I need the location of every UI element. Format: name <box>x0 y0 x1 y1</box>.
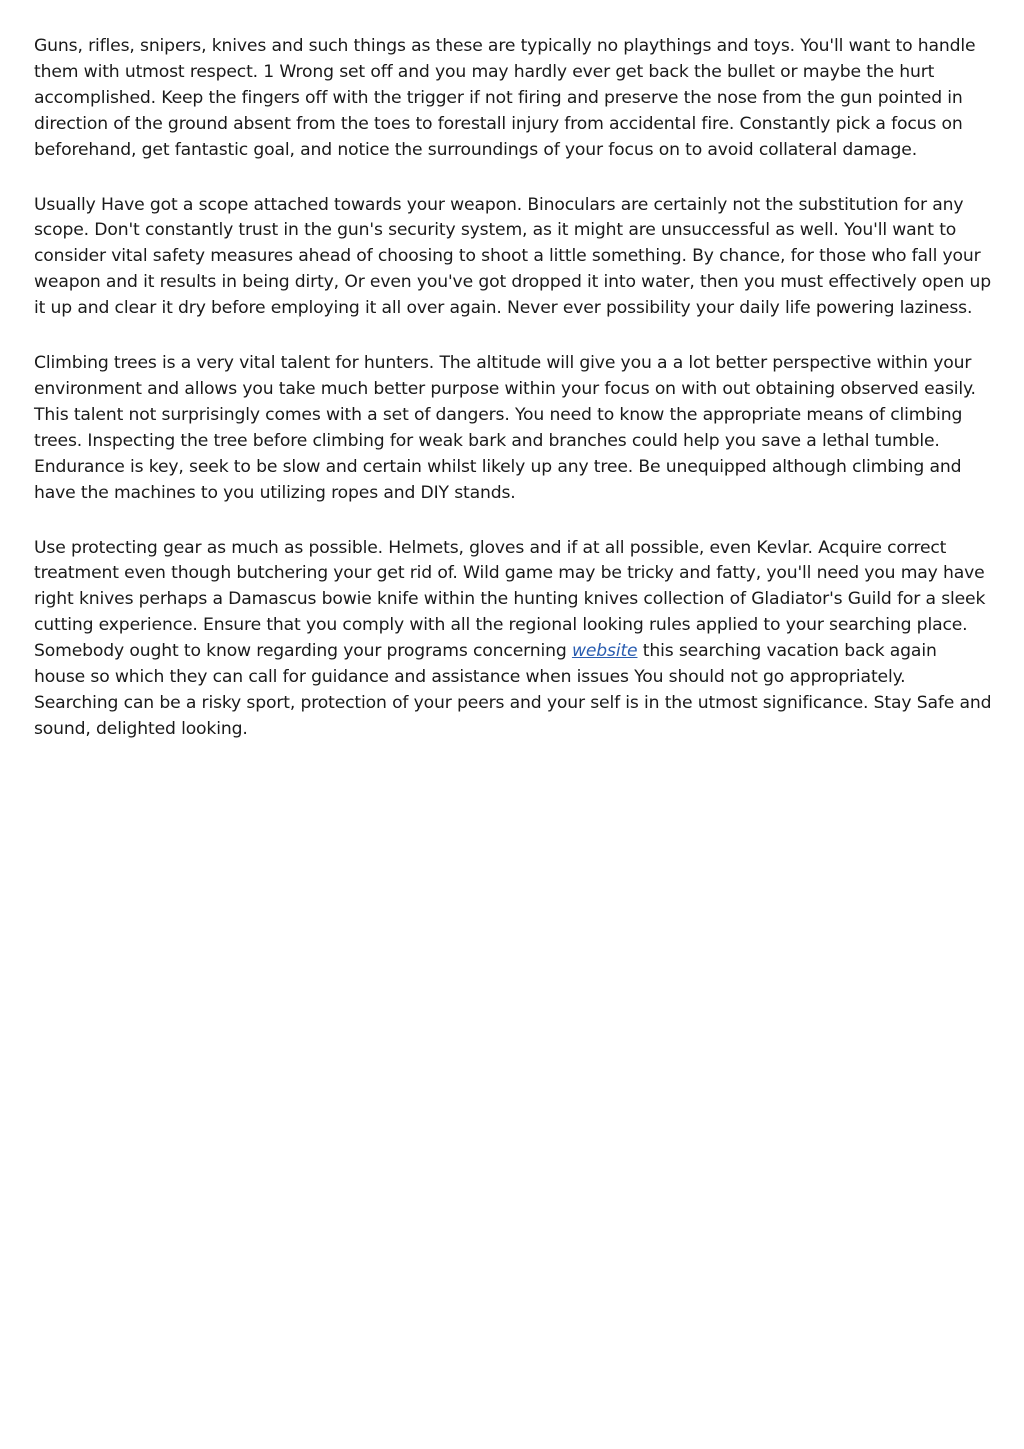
paragraph-protective-gear <box>34 536 992 743</box>
paragraph-scope-and-care: Usually Have got a scope attached towards your weapon. Binoculars are certainly not the substitution for any scope. Don't constantly trust in the gun's security system, as it might are unsuccessful as well. You'll want to consider vital safety measures ahead of choosing to shoot a little something. By chance, for those who fall your weapon and it results in being dirty, Or even you've got dropped it into water, then you must effectively open up it up and clear it dry before employing it all over again. Never ever possibility your daily life powering laziness. <box>34 194 992 319</box>
document-body <box>34 34 992 772</box>
paragraph-firearm-safety: Guns, rifles, snipers, knives and such things as these are typically no playthings and toys. You'll want to handle them with utmost respect. 1 Wrong set off and you may hardly ever get back the bullet or maybe the hurt accomplished. Keep the fingers off with the trigger if not firing and preserve the nose from the gun pointed in direction of the ground absent from the toes to forestall injury from accidental fire. Constantly pick a focus on beforehand, get fantastic goal, and notice the surroundings of your focus on to avoid collateral damage. <box>34 36 976 160</box>
paragraph-climbing-trees: Climbing trees is a very vital talent for hunters. The altitude will give you a a lot better perspective within your environment and allows you take much better purpose within your focus on with out obtaining observed easily. This talent not surprisingly comes with a set of dangers. You need to know the appropriate means of climbing trees. Inspecting the tree before climbing for weak bark and branches could help you save a lethal tumble. Endurance is key, seek to be slow and certain whilst likely up any tree. Be unequipped although climbing and have the machines to you utilizing ropes and DIY stands. <box>34 353 976 503</box>
paragraph-text-before-link: Use protecting gear as much as possible. Helmets, gloves and if at all possible, even Kevlar. Acquire correct treatment even though butchering your get rid of. Wild game may be tricky and fatty, you'll need you may have right knives perhaps a Damascus bowie knife within the hunting knives collection of Gladiator's Guild for a sleek cutting experience. Ensure that you comply with all the regional looking rules applied to your searching place. Somebody ought to know regarding your programs concerning <box>34 537 986 662</box>
website-link[interactable]: website <box>571 641 638 662</box>
paragraph-text-after-link: this searching vacation back again house so which they can call for guidance and assistance when issues You should not go appropriately. Searching can be a risky sport, protection of your peers and your self is in the utmost significance. Stay Safe and sound, delighted looking. <box>34 641 992 739</box>
